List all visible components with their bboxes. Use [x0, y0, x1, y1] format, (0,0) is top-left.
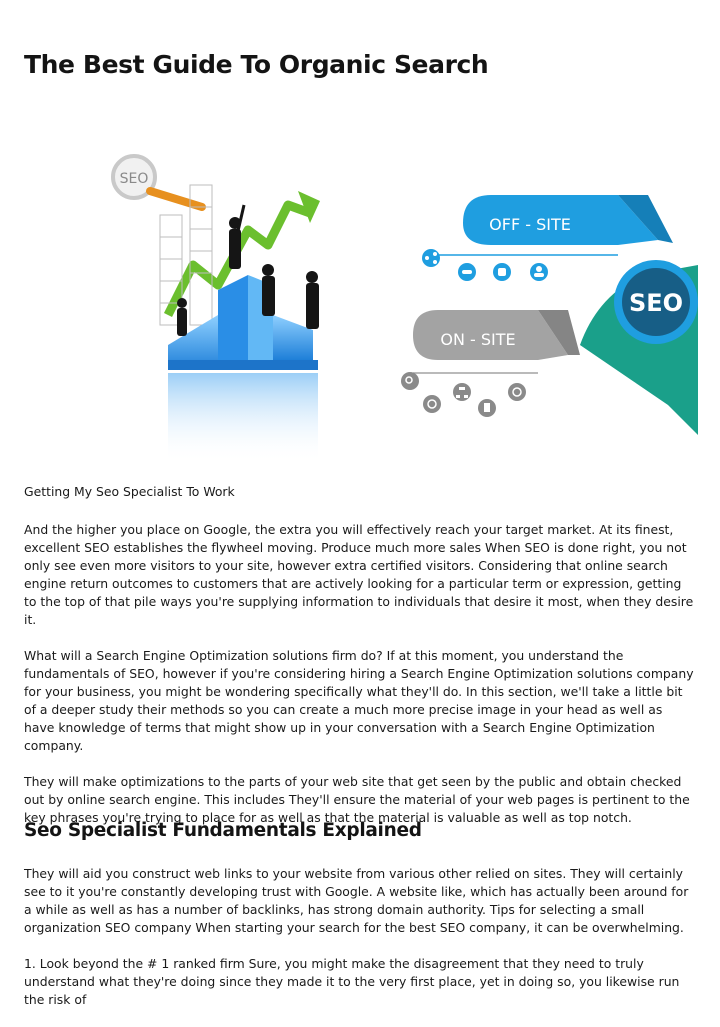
paragraph: They will aid you construct web links to your website from various other relied on sites. They will certainly see to it you're constantly developing trust with Google. A website like, which has actually been around for a while as well as has a number of backlinks, has strong domain authority. Tips for selecting a small organization SEO company When starting your search for the best SEO company, it can be overwhelming.: [24, 866, 689, 935]
user-icon: [530, 263, 548, 281]
on-site-label: ON - SITE: [440, 330, 516, 349]
document-icon: [478, 399, 496, 417]
off-site-label: OFF - SITE: [489, 215, 571, 234]
business-growth-illustration: [113, 156, 320, 463]
target-icon: [423, 395, 441, 413]
body-section-1: [24, 521, 696, 845]
caption-block: [24, 483, 696, 519]
sitemap-icon: [453, 383, 471, 401]
on-site-ribbon: [413, 310, 580, 360]
paragraph: And the higher you place on Google, the extra you will effectively reach your target market. At its finest, excellent SEO establishes the flywheel moving. Produce much more sales When SEO is done right, you not only see even more visitors to your site, however extra certified visitors. Considering that online search engine return outcomes to customers that are actively looking for a particular term or expression, getting to the top of that pile ways you're supplying information to individuals that desire it most, when they desire it.: [24, 522, 694, 627]
on-site-icons: [401, 372, 538, 417]
paragraph: 1. Look beyond the # 1 ranked firm Sure, you might make the disagreement that they need to truly understand what they're doing since they made it to the very first place, yet in doing so, you likewise run the risk of: [24, 956, 680, 1007]
paragraph: What will a Search Engine Optimization solutions firm do? If at this moment, you understand the fundamentals of SEO, however if you're considering hiring a Search Engine Optimization solutions company for your business, you might be wondering specifically what they'll do. In this section, we'll take a little bit of a deeper study their methods so you can create a much more precise image in your head as well as have knowledge of terms that might show up in your conversation with a Search Engine Optimization company.: [24, 648, 694, 753]
off-site-ribbon: [463, 195, 673, 245]
body-section-2: [24, 865, 696, 1027]
paragraph: They will make optimizations to the parts of your web site that get seen by the public and obtain checked out by online search engine. This includes They'll ensure the material of your web pages is pertinent to the key phrases you're trying to place for as well as that the material is valuable as well as top notch.: [24, 774, 690, 825]
image-caption: Getting My Seo Specialist To Work: [24, 484, 235, 499]
seo-diagram: [401, 195, 698, 435]
search-icon: [401, 372, 419, 390]
smiley-icon: [508, 383, 526, 401]
seo-lens-label: SEO: [119, 171, 149, 187]
seo-circle-label: SEO: [628, 289, 684, 317]
blogger-icon: [493, 263, 511, 281]
section-heading: Seo Specialist Fundamentals Explained: [24, 820, 422, 841]
off-site-icons: [422, 249, 618, 281]
hero-image: [98, 145, 698, 485]
seo-circle: [580, 260, 698, 435]
magnifier-icon: [113, 156, 202, 207]
page-title: The Best Guide To Organic Search: [24, 50, 489, 79]
share-icon: [422, 249, 440, 267]
link-icon: [458, 263, 476, 281]
